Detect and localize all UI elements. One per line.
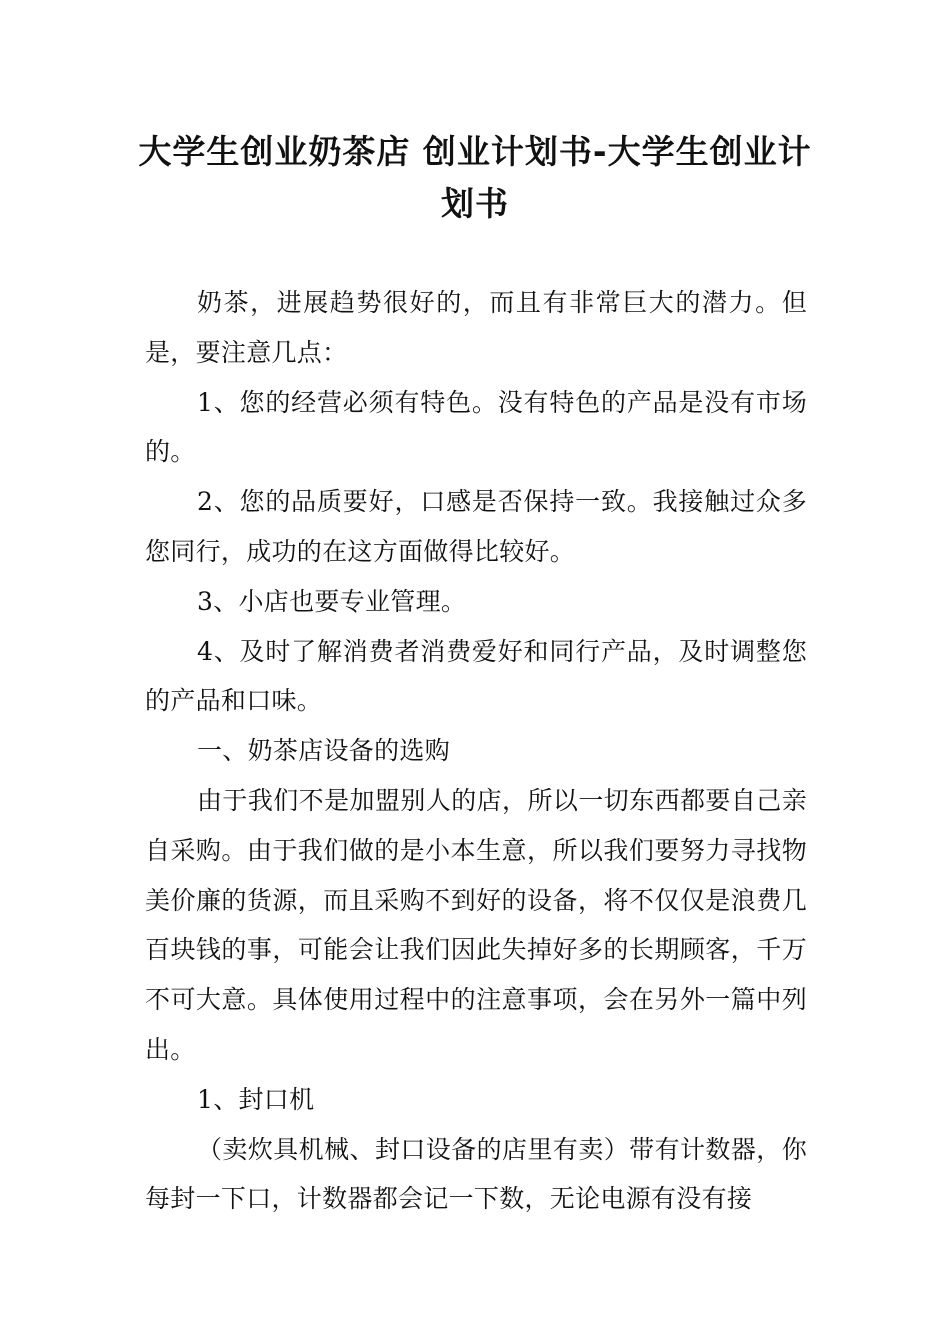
- document-title: 大学生创业奶茶店 创业计划书-大学生创业计划书: [138, 132, 812, 223]
- paragraph-intro: 奶茶，进展趋势很好的，而且有非常巨大的潜力。但是，要注意几点：: [145, 288, 807, 367]
- subheading-sealing-machine: 1、封口机: [197, 1084, 315, 1114]
- section-heading-equipment: 一、奶茶店设备的选购: [197, 736, 451, 766]
- paragraph-sealing-machine: （卖炊具机械、封口设备的店里有卖）带有计数器，你每封一下口，计数器都会记一下数，无论电源有没有接: [145, 1134, 807, 1214]
- paragraph-point-4: 4、及时了解消费者消费爱好和同行产品，及时调整您的产品和口味。: [145, 636, 807, 716]
- paragraph-point-2: 2、您的品质要好，口感是否保持一致。我接触过众多您同行，成功的在这方面做得比较好。: [145, 487, 807, 566]
- paragraph-point-1: 1、您的经营必须有特色。没有特色的产品是没有市场的。: [145, 387, 807, 467]
- document-body: [145, 278, 807, 1224]
- paragraph-point-3: 3、小店也要专业管理。: [197, 586, 467, 616]
- paragraph-equipment-intro: 由于我们不是加盟别人的店，所以一切东西都要自己亲自采购。由于我们做的是小本生意，所以我们要努力寻找物美价廉的货源，而且采购不到好的设备，将不仅仅是浪费几百块钱的事，可能会让我们因此失掉好多的长期顾客，千万不可大意。具体使用过程中的注意事项，会在另外一篇中列出。: [145, 785, 807, 1064]
